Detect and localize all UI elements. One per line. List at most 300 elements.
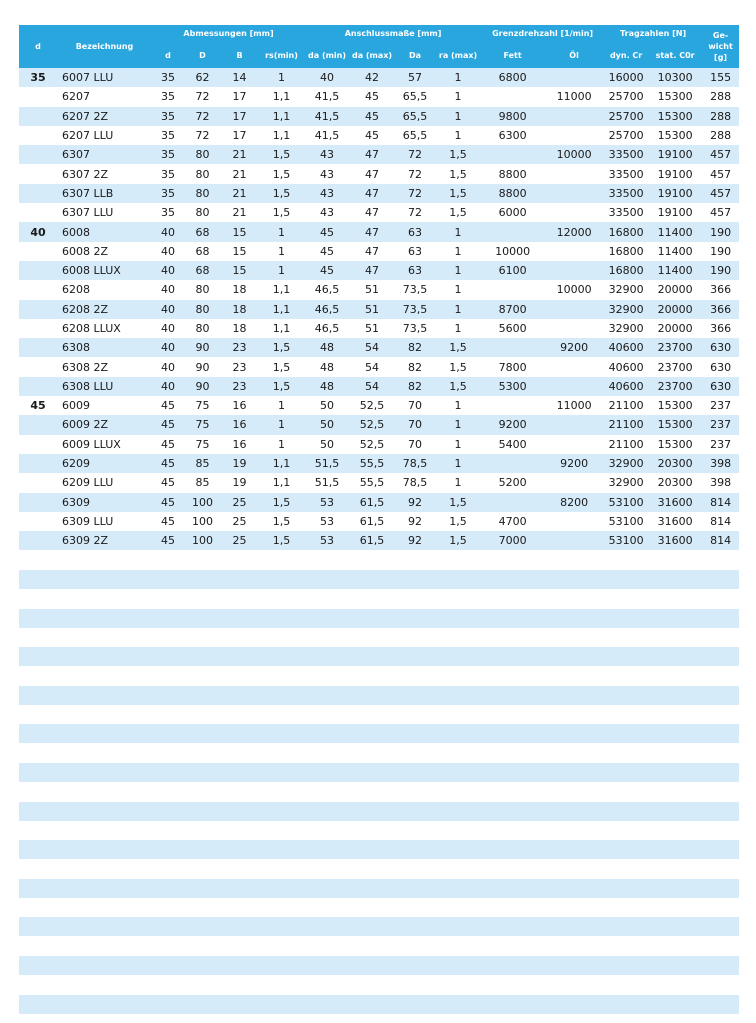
cell-B: 17	[221, 126, 258, 145]
cell-da-min: 43	[305, 164, 349, 183]
cell-dyn: 16800	[604, 261, 648, 280]
cell-da-max: 47	[349, 261, 395, 280]
cell-B: 17	[221, 87, 258, 106]
cell-gew: 366	[702, 280, 739, 299]
cell-bez: 6209	[57, 454, 152, 473]
cell-stat: 19100	[648, 164, 702, 183]
table-row	[19, 184, 739, 203]
cell-dyn: 32900	[604, 300, 648, 319]
cell-d: 40	[152, 261, 184, 280]
cell-bez: 6309 LLU	[57, 512, 152, 531]
cell-ra: 1	[435, 222, 481, 241]
cell-dyn: 16000	[604, 68, 648, 87]
cell-da-max: 47	[349, 145, 395, 164]
cell-B: 19	[221, 454, 258, 473]
cell-bez: 6207	[57, 87, 152, 106]
cell-D: 80	[184, 300, 221, 319]
cell-rs: 1,1	[258, 300, 305, 319]
cell-stat: 15300	[648, 107, 702, 126]
cell-ra: 1	[435, 87, 481, 106]
cell-oel	[544, 415, 604, 434]
cell-bez: 6308 LLU	[57, 377, 152, 396]
col-header-B: B	[221, 42, 258, 68]
cell-fett: 9800	[481, 107, 544, 126]
cell-gew: 398	[702, 454, 739, 473]
cell-d: 40	[152, 319, 184, 338]
header-group-row	[19, 25, 739, 42]
cell-B: 15	[221, 261, 258, 280]
table-row	[19, 531, 739, 550]
table-row	[19, 242, 739, 261]
cell-da-min: 41,5	[305, 126, 349, 145]
cell-stat: 20000	[648, 280, 702, 299]
cell-gew: 814	[702, 512, 739, 531]
cell-B: 21	[221, 164, 258, 183]
table-row	[19, 145, 739, 164]
col-group-abmessungen: Abmessungen [mm]	[152, 25, 305, 42]
cell-group	[19, 377, 57, 396]
cell-gew: 237	[702, 415, 739, 434]
cell-D: 68	[184, 261, 221, 280]
cell-Da: 82	[395, 357, 435, 376]
cell-stat: 15300	[648, 396, 702, 415]
cell-B: 16	[221, 396, 258, 415]
cell-D: 80	[184, 145, 221, 164]
cell-d: 45	[152, 435, 184, 454]
cell-D: 90	[184, 377, 221, 396]
cell-d: 45	[152, 473, 184, 492]
cell-da-min: 48	[305, 377, 349, 396]
cell-d: 35	[152, 126, 184, 145]
cell-da-min: 43	[305, 145, 349, 164]
cell-da-min: 51,5	[305, 454, 349, 473]
cell-D: 75	[184, 415, 221, 434]
cell-rs: 1,1	[258, 319, 305, 338]
table-row	[19, 357, 739, 376]
cell-stat: 31600	[648, 531, 702, 550]
table-row	[19, 319, 739, 338]
table-row	[19, 512, 739, 531]
cell-rs: 1,5	[258, 512, 305, 531]
cell-group	[19, 203, 57, 222]
cell-ra: 1	[435, 126, 481, 145]
cell-B: 18	[221, 300, 258, 319]
cell-bez: 6307 2Z	[57, 164, 152, 183]
cell-group	[19, 493, 57, 512]
cell-bez: 6008	[57, 222, 152, 241]
stripe-band	[19, 763, 739, 782]
cell-ra: 1,5	[435, 184, 481, 203]
cell-group	[19, 145, 57, 164]
cell-rs: 1,5	[258, 145, 305, 164]
table-row	[19, 396, 739, 415]
cell-dyn: 40600	[604, 357, 648, 376]
cell-ra: 1	[435, 300, 481, 319]
cell-Da: 70	[395, 396, 435, 415]
cell-fett: 8700	[481, 300, 544, 319]
cell-ra: 1	[435, 319, 481, 338]
cell-oel	[544, 377, 604, 396]
cell-D: 62	[184, 68, 221, 87]
cell-da-max: 54	[349, 357, 395, 376]
cell-Da: 72	[395, 184, 435, 203]
cell-D: 90	[184, 338, 221, 357]
cell-group	[19, 531, 57, 550]
cell-d: 35	[152, 203, 184, 222]
table-row	[19, 107, 739, 126]
cell-stat: 31600	[648, 493, 702, 512]
cell-group	[19, 357, 57, 376]
cell-gew: 398	[702, 473, 739, 492]
cell-D: 90	[184, 357, 221, 376]
table-body	[19, 68, 739, 550]
cell-Da: 78,5	[395, 473, 435, 492]
cell-bez: 6008 2Z	[57, 242, 152, 261]
cell-rs: 1	[258, 242, 305, 261]
table-row	[19, 222, 739, 241]
cell-group: 40	[19, 222, 57, 241]
cell-da-max: 45	[349, 126, 395, 145]
cell-Da: 73,5	[395, 319, 435, 338]
cell-d: 45	[152, 415, 184, 434]
cell-B: 14	[221, 68, 258, 87]
cell-gew: 457	[702, 184, 739, 203]
cell-bez: 6308 2Z	[57, 357, 152, 376]
cell-group: 45	[19, 396, 57, 415]
cell-oel: 10000	[544, 280, 604, 299]
cell-stat: 20000	[648, 319, 702, 338]
cell-da-max: 61,5	[349, 493, 395, 512]
cell-ra: 1	[435, 68, 481, 87]
cell-d: 40	[152, 300, 184, 319]
cell-fett: 5600	[481, 319, 544, 338]
cell-B: 25	[221, 493, 258, 512]
cell-dyn: 32900	[604, 454, 648, 473]
cell-stat: 11400	[648, 261, 702, 280]
col-header-d-group: d	[19, 25, 57, 68]
cell-gew: 457	[702, 164, 739, 183]
table-row	[19, 377, 739, 396]
col-header-oel: Öl	[544, 42, 604, 68]
cell-B: 19	[221, 473, 258, 492]
cell-B: 23	[221, 357, 258, 376]
cell-Da: 70	[395, 435, 435, 454]
cell-D: 80	[184, 280, 221, 299]
cell-dyn: 53100	[604, 512, 648, 531]
cell-da-min: 46,5	[305, 280, 349, 299]
cell-da-min: 51,5	[305, 473, 349, 492]
stripe-band	[19, 802, 739, 821]
cell-oel	[544, 203, 604, 222]
col-group-tragzahlen: Tragzahlen [N]	[604, 25, 702, 42]
cell-stat: 15300	[648, 415, 702, 434]
cell-ra: 1,5	[435, 512, 481, 531]
table-row	[19, 126, 739, 145]
cell-gew: 366	[702, 319, 739, 338]
cell-D: 80	[184, 319, 221, 338]
cell-da-min: 45	[305, 222, 349, 241]
cell-B: 17	[221, 107, 258, 126]
stripe-band	[19, 956, 739, 975]
cell-D: 72	[184, 107, 221, 126]
cell-bez: 6309 2Z	[57, 531, 152, 550]
cell-oel	[544, 319, 604, 338]
cell-d: 45	[152, 454, 184, 473]
cell-B: 23	[221, 338, 258, 357]
cell-dyn: 16800	[604, 222, 648, 241]
cell-da-max: 61,5	[349, 512, 395, 531]
cell-oel	[544, 107, 604, 126]
cell-oel	[544, 531, 604, 550]
cell-da-max: 52,5	[349, 435, 395, 454]
cell-fett: 9200	[481, 415, 544, 434]
cell-oel	[544, 512, 604, 531]
cell-oel: 12000	[544, 222, 604, 241]
cell-bez: 6208 LLUX	[57, 319, 152, 338]
cell-fett: 5300	[481, 377, 544, 396]
cell-ra: 1	[435, 415, 481, 434]
cell-rs: 1,5	[258, 164, 305, 183]
cell-d: 35	[152, 164, 184, 183]
cell-oel: 8200	[544, 493, 604, 512]
cell-group	[19, 242, 57, 261]
cell-Da: 72	[395, 164, 435, 183]
cell-B: 23	[221, 377, 258, 396]
cell-rs: 1,5	[258, 493, 305, 512]
cell-da-min: 50	[305, 415, 349, 434]
cell-d: 35	[152, 145, 184, 164]
col-header-fett: Fett	[481, 42, 544, 68]
cell-dyn: 53100	[604, 531, 648, 550]
cell-fett: 6300	[481, 126, 544, 145]
stripe-band	[19, 686, 739, 705]
stripe-band	[19, 917, 739, 936]
cell-oel	[544, 68, 604, 87]
cell-d: 40	[152, 357, 184, 376]
cell-stat: 20300	[648, 473, 702, 492]
cell-rs: 1	[258, 396, 305, 415]
cell-da-min: 40	[305, 68, 349, 87]
cell-oel: 9200	[544, 338, 604, 357]
cell-rs: 1,1	[258, 107, 305, 126]
cell-fett: 8800	[481, 164, 544, 183]
cell-stat: 23700	[648, 357, 702, 376]
cell-rs: 1	[258, 415, 305, 434]
cell-bez: 6307	[57, 145, 152, 164]
cell-da-max: 47	[349, 242, 395, 261]
table-row	[19, 203, 739, 222]
cell-stat: 15300	[648, 87, 702, 106]
stripe-band	[19, 647, 739, 666]
cell-gew: 630	[702, 357, 739, 376]
cell-ra: 1	[435, 261, 481, 280]
cell-da-max: 54	[349, 338, 395, 357]
cell-rs: 1,5	[258, 203, 305, 222]
cell-da-min: 43	[305, 184, 349, 203]
table-row	[19, 300, 739, 319]
cell-Da: 73,5	[395, 280, 435, 299]
cell-gew: 237	[702, 396, 739, 415]
cell-ra: 1,5	[435, 203, 481, 222]
cell-stat: 23700	[648, 338, 702, 357]
cell-da-max: 47	[349, 164, 395, 183]
cell-d: 40	[152, 222, 184, 241]
table-row	[19, 435, 739, 454]
cell-group	[19, 164, 57, 183]
cell-group	[19, 435, 57, 454]
cell-da-max: 52,5	[349, 396, 395, 415]
col-header-stat-c0r: stat. C0r	[648, 42, 702, 68]
cell-D: 80	[184, 203, 221, 222]
table-row	[19, 415, 739, 434]
cell-oel	[544, 357, 604, 376]
cell-da-max: 51	[349, 319, 395, 338]
col-header-Da: Da	[395, 42, 435, 68]
cell-da-max: 52,5	[349, 415, 395, 434]
cell-da-min: 48	[305, 357, 349, 376]
cell-oel	[544, 300, 604, 319]
cell-da-max: 55,5	[349, 454, 395, 473]
cell-D: 75	[184, 435, 221, 454]
cell-Da: 65,5	[395, 126, 435, 145]
cell-ra: 1	[435, 473, 481, 492]
table-row	[19, 261, 739, 280]
cell-bez: 6307 LLU	[57, 203, 152, 222]
cell-rs: 1	[258, 435, 305, 454]
cell-fett: 5200	[481, 473, 544, 492]
cell-ra: 1	[435, 242, 481, 261]
cell-da-min: 41,5	[305, 107, 349, 126]
cell-stat: 23700	[648, 377, 702, 396]
cell-stat: 19100	[648, 203, 702, 222]
stripe-band	[19, 724, 739, 743]
cell-ra: 1	[435, 280, 481, 299]
stripe-band	[19, 840, 739, 859]
cell-gew: 190	[702, 222, 739, 241]
cell-d: 35	[152, 107, 184, 126]
cell-d: 45	[152, 493, 184, 512]
cell-da-min: 53	[305, 531, 349, 550]
cell-oel: 11000	[544, 396, 604, 415]
col-header-d: d	[152, 42, 184, 68]
col-header-D: D	[184, 42, 221, 68]
cell-ra: 1,5	[435, 531, 481, 550]
cell-fett: 8800	[481, 184, 544, 203]
table-row	[19, 280, 739, 299]
cell-rs: 1,1	[258, 126, 305, 145]
cell-B: 25	[221, 512, 258, 531]
table-header	[19, 25, 739, 68]
cell-rs: 1,1	[258, 87, 305, 106]
cell-rs: 1,1	[258, 454, 305, 473]
cell-D: 72	[184, 126, 221, 145]
cell-B: 16	[221, 415, 258, 434]
cell-ra: 1,5	[435, 377, 481, 396]
cell-bez: 6208 2Z	[57, 300, 152, 319]
cell-d: 40	[152, 338, 184, 357]
cell-Da: 92	[395, 512, 435, 531]
cell-gew: 155	[702, 68, 739, 87]
col-header-dyn-cr: dyn. Cr	[604, 42, 648, 68]
cell-da-max: 47	[349, 222, 395, 241]
cell-dyn: 16800	[604, 242, 648, 261]
stripe-band	[19, 879, 739, 898]
cell-da-min: 45	[305, 242, 349, 261]
cell-group	[19, 126, 57, 145]
cell-fett	[481, 493, 544, 512]
cell-fett: 6000	[481, 203, 544, 222]
cell-group: 35	[19, 68, 57, 87]
cell-d: 45	[152, 396, 184, 415]
cell-da-min: 50	[305, 435, 349, 454]
cell-oel	[544, 473, 604, 492]
cell-gew: 190	[702, 242, 739, 261]
cell-D: 80	[184, 164, 221, 183]
cell-da-max: 54	[349, 377, 395, 396]
cell-group	[19, 280, 57, 299]
cell-dyn: 25700	[604, 126, 648, 145]
cell-d: 35	[152, 87, 184, 106]
cell-d: 35	[152, 184, 184, 203]
stripe-band	[19, 609, 739, 628]
cell-bez: 6209 LLU	[57, 473, 152, 492]
cell-stat: 19100	[648, 145, 702, 164]
cell-da-max: 61,5	[349, 531, 395, 550]
cell-gew: 630	[702, 338, 739, 357]
cell-da-min: 41,5	[305, 87, 349, 106]
cell-stat: 20000	[648, 300, 702, 319]
cell-gew: 814	[702, 531, 739, 550]
cell-d: 35	[152, 68, 184, 87]
cell-Da: 65,5	[395, 87, 435, 106]
cell-group	[19, 454, 57, 473]
cell-Da: 63	[395, 261, 435, 280]
cell-dyn: 40600	[604, 338, 648, 357]
cell-fett	[481, 396, 544, 415]
cell-da-min: 53	[305, 512, 349, 531]
cell-bez: 6007 LLU	[57, 68, 152, 87]
cell-da-min: 46,5	[305, 319, 349, 338]
cell-D: 100	[184, 531, 221, 550]
cell-d: 40	[152, 242, 184, 261]
cell-D: 75	[184, 396, 221, 415]
cell-rs: 1,5	[258, 377, 305, 396]
cell-fett: 5400	[481, 435, 544, 454]
cell-fett	[481, 222, 544, 241]
cell-fett	[481, 87, 544, 106]
cell-stat: 10300	[648, 68, 702, 87]
cell-Da: 78,5	[395, 454, 435, 473]
table-row	[19, 454, 739, 473]
cell-Da: 72	[395, 203, 435, 222]
cell-D: 72	[184, 87, 221, 106]
cell-ra: 1	[435, 435, 481, 454]
table-row	[19, 164, 739, 183]
cell-B: 16	[221, 435, 258, 454]
cell-D: 85	[184, 473, 221, 492]
cell-rs: 1	[258, 261, 305, 280]
cell-rs: 1,5	[258, 184, 305, 203]
cell-ra: 1,5	[435, 357, 481, 376]
cell-rs: 1,1	[258, 280, 305, 299]
cell-bez: 6009	[57, 396, 152, 415]
cell-group	[19, 107, 57, 126]
cell-fett	[481, 280, 544, 299]
cell-gew: 814	[702, 493, 739, 512]
cell-da-max: 42	[349, 68, 395, 87]
cell-ra: 1	[435, 107, 481, 126]
cell-fett: 7800	[481, 357, 544, 376]
